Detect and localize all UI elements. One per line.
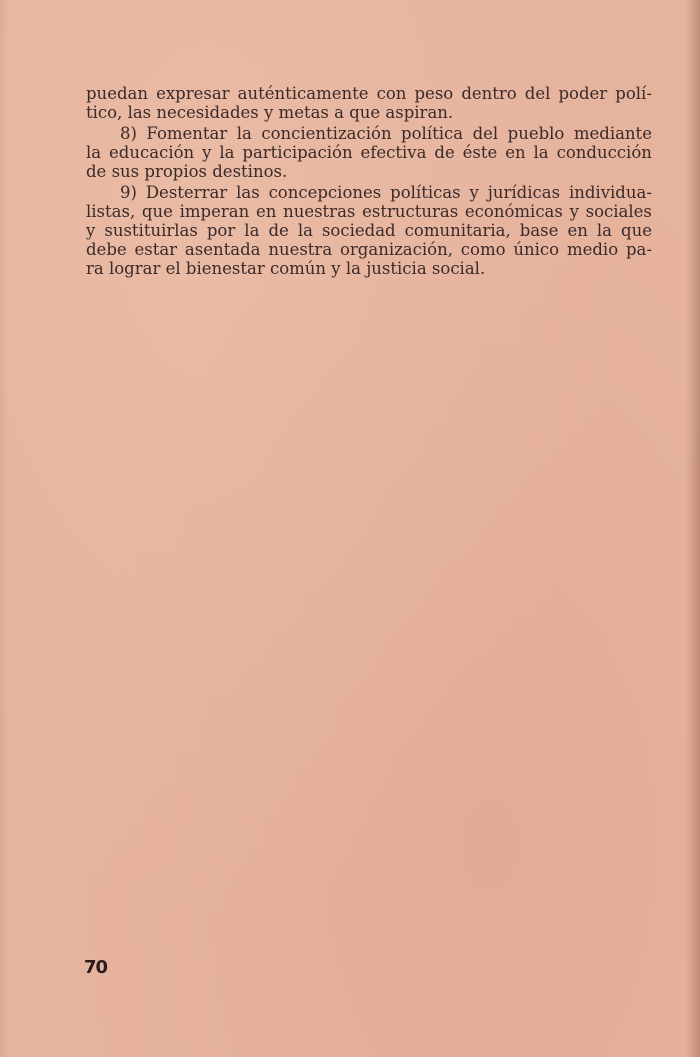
text-line: tico, las necesidades y metas a que aspiran. — [86, 103, 454, 122]
text-line: la educación y la participación efectiva de éste en la conducción — [86, 143, 652, 162]
text-line: 9) Desterrar las concepciones políticas y jurídicas individua- — [120, 183, 652, 202]
text-line: ra lograr el bienestar común y la justicia social. — [86, 259, 486, 278]
paragraph-1 — [86, 84, 652, 122]
text-line: 8) Fomentar la concientización política del pueblo mediante — [120, 124, 652, 143]
text-line: debe estar asentada nuestra organización, como único medio pa- — [86, 240, 652, 259]
text-line: de sus propios destinos. — [86, 162, 288, 181]
paragraph-item-9 — [86, 183, 652, 278]
text-line: y sustituirlas por la de la sociedad comunitaria, base en la que — [86, 221, 652, 240]
paragraph-item-8 — [86, 124, 652, 181]
page-number: 70 — [84, 957, 108, 978]
document-body — [86, 84, 652, 278]
page-edge-shadow — [686, 0, 700, 1057]
text-line: puedan expresar auténticamente con peso dentro del poder polí- — [86, 84, 652, 103]
text-line: listas, que imperan en nuestras estructuras económicas y sociales — [86, 202, 652, 221]
